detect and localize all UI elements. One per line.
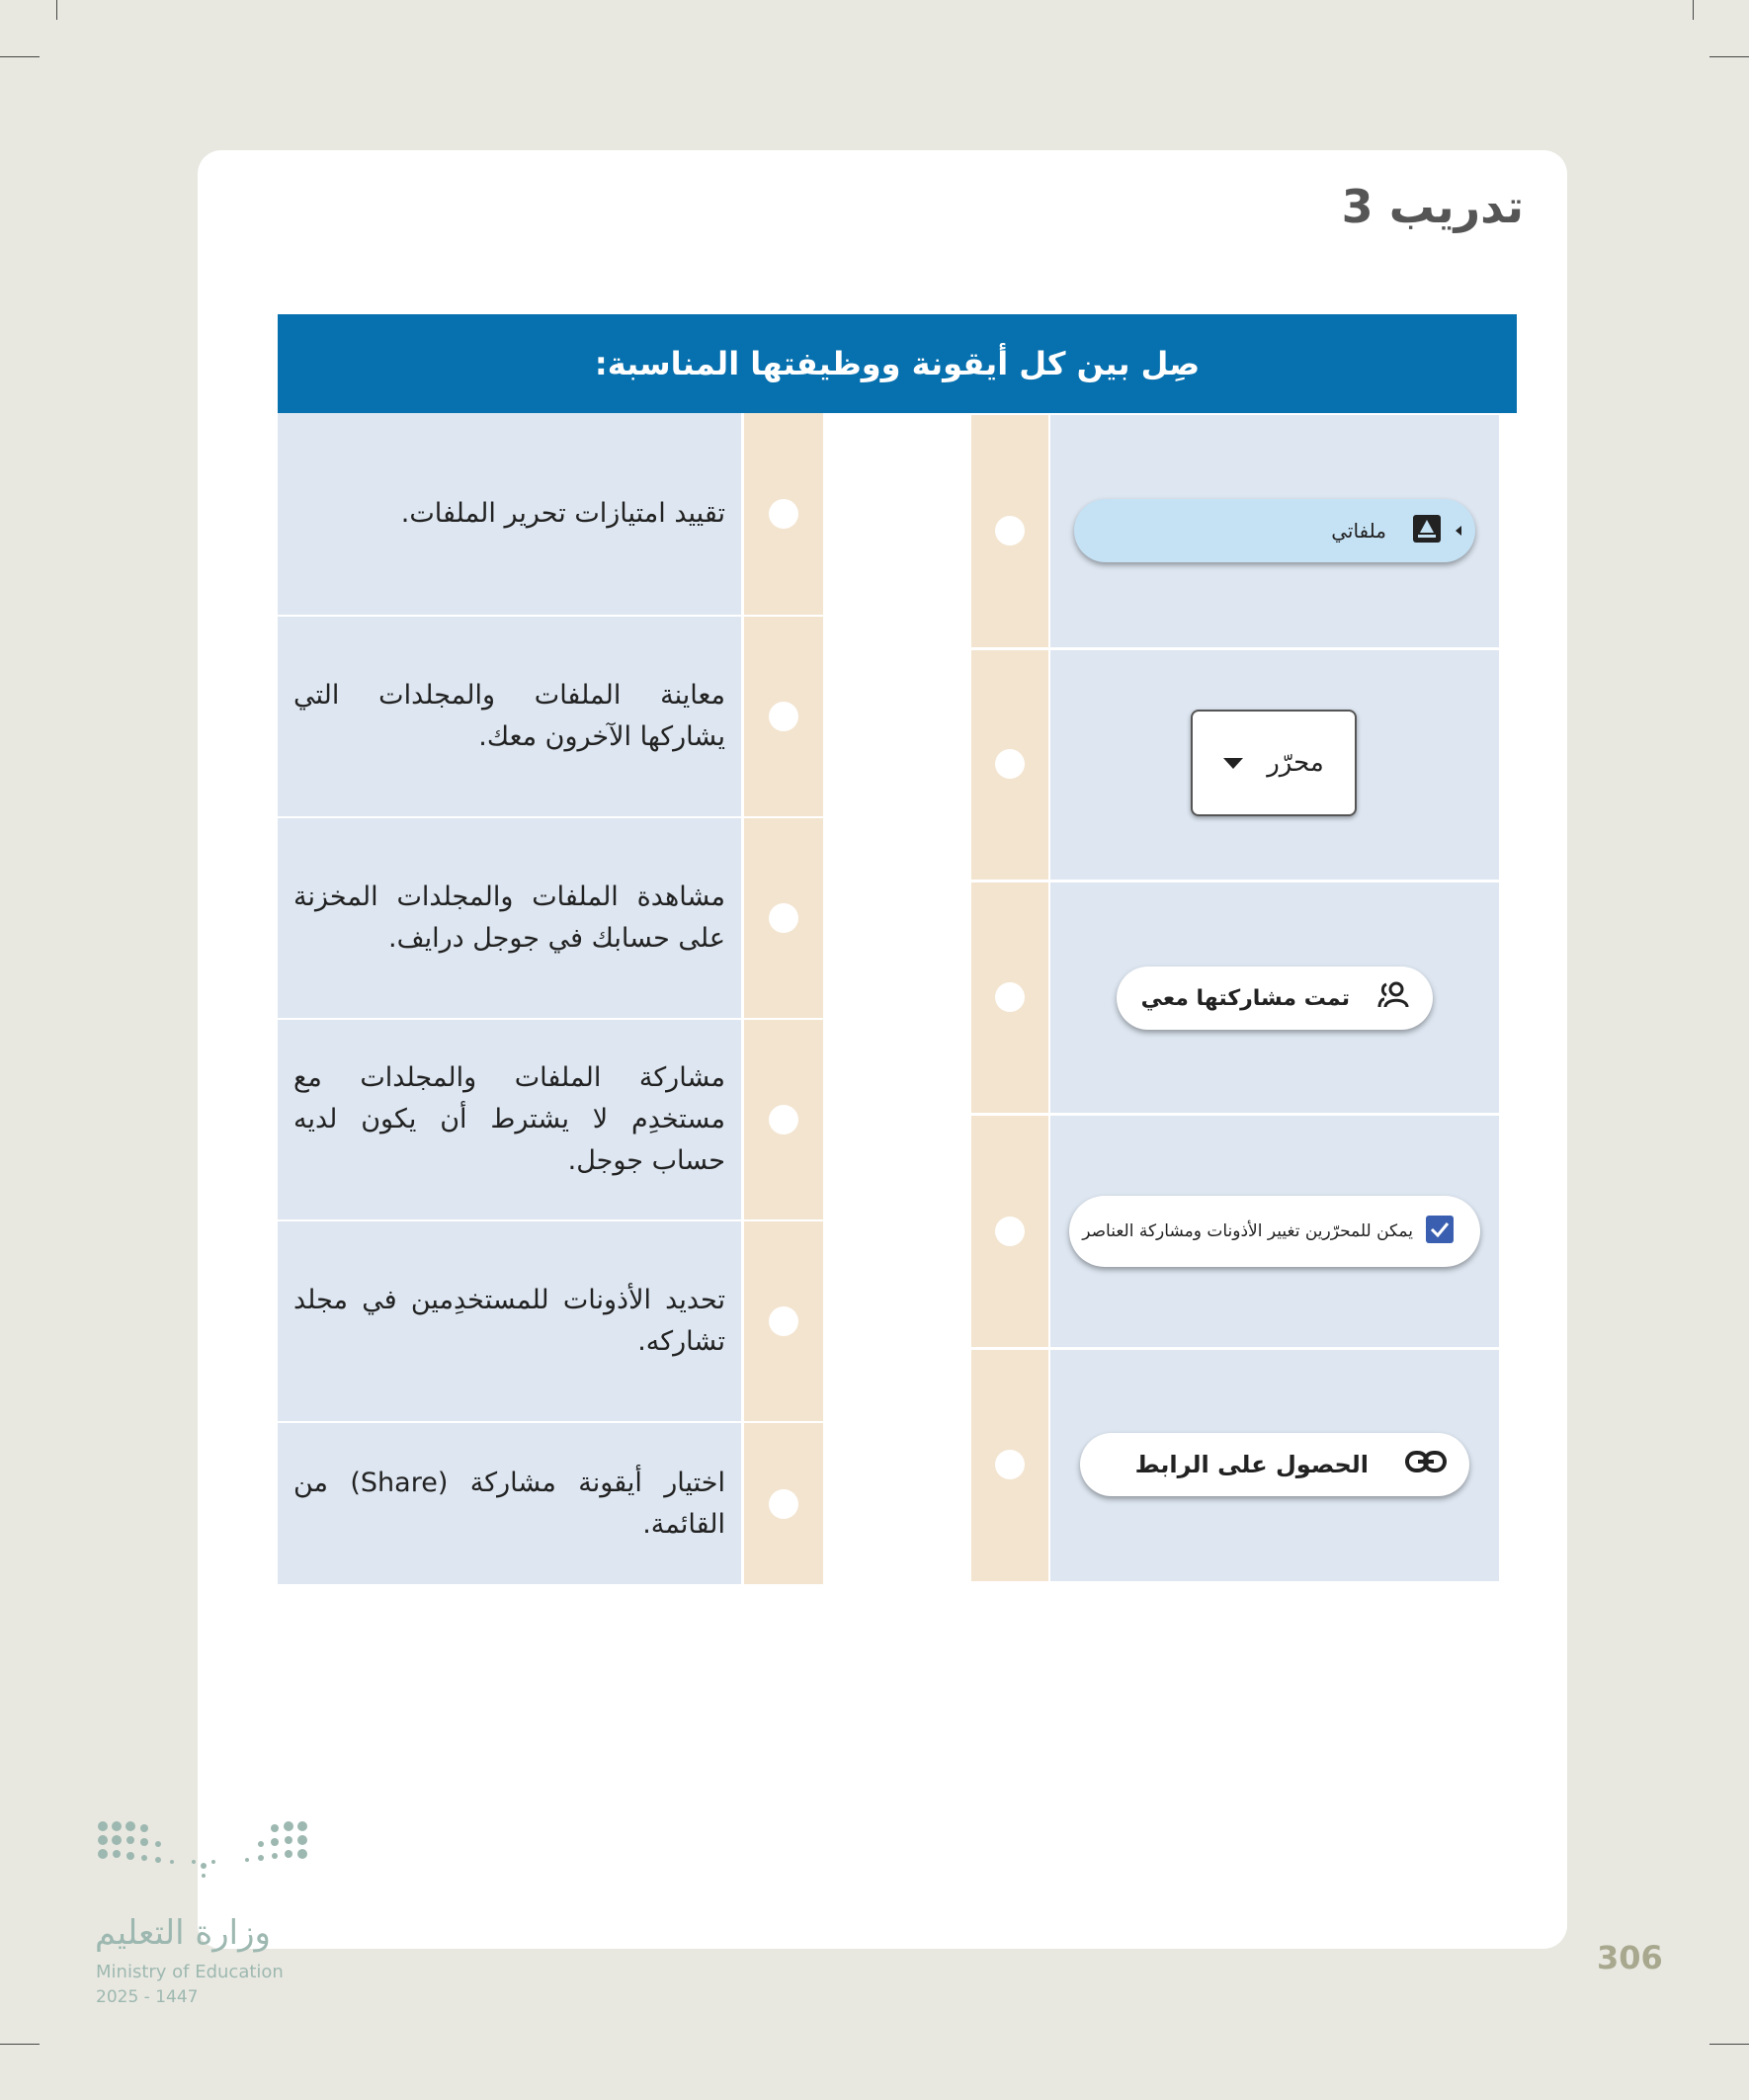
editors-permission-option[interactable] — [1069, 1196, 1480, 1267]
function-row — [278, 413, 823, 615]
chevron-left-icon — [1456, 526, 1461, 536]
crop-mark — [1709, 2044, 1749, 2045]
page-number: 306 — [1597, 1939, 1663, 1976]
match-dot[interactable] — [995, 982, 1025, 1012]
match-dot[interactable] — [995, 516, 1025, 546]
my-files-nav-item[interactable] — [1074, 499, 1475, 562]
match-dot[interactable] — [995, 1217, 1025, 1246]
row-divider — [971, 647, 1499, 650]
crop-mark — [0, 56, 40, 57]
function-text: مشاهدة الملفات والمجلدات المخزنة على حسابك في جوجل درايف. — [293, 882, 725, 954]
publication-year: 2025 - 1447 — [96, 1987, 199, 2007]
ministry-name-en: Ministry of Education — [96, 1962, 284, 1982]
role-dropdown[interactable] — [1191, 710, 1357, 816]
crop-mark — [56, 0, 57, 20]
row-divider — [971, 1113, 1499, 1116]
link-icon — [1404, 1449, 1448, 1480]
checkbox-checked-icon[interactable] — [1425, 1215, 1455, 1249]
match-dot[interactable] — [769, 702, 798, 731]
drive-icon — [1412, 514, 1442, 547]
function-text: اختيار أيقونة مشاركة (Share) من القائمة. — [293, 1467, 725, 1540]
shared-with-me-label: تمت مشاركتها معي — [1140, 985, 1350, 1011]
people-icon — [1375, 981, 1411, 1015]
get-link-label: الحصول على الرابط — [1134, 1451, 1369, 1478]
function-text: تحديد الأذونات للمستخدِمين في مجلد تشاركه. — [293, 1285, 725, 1357]
function-row — [278, 1423, 823, 1584]
function-text: تقييد امتيازات تحرير الملفات. — [400, 498, 725, 529]
caret-down-icon — [1223, 758, 1243, 769]
role-dropdown-label: محرّر — [1267, 748, 1324, 778]
get-link-button[interactable] — [1080, 1433, 1469, 1496]
crop-mark — [1693, 0, 1694, 20]
function-row — [278, 1020, 823, 1219]
function-row — [278, 617, 823, 816]
function-row — [278, 818, 823, 1018]
match-dot[interactable] — [769, 499, 798, 529]
ministry-name-ar: وزارة التعليم — [95, 1913, 271, 1953]
match-dot[interactable] — [769, 1306, 798, 1336]
function-text: مشاركة الملفات والمجلدات مع مستخدِم لا يشترط أن يكون لديه حساب جوجل. — [293, 1062, 725, 1176]
functions-column — [278, 413, 823, 1584]
match-dot[interactable] — [995, 749, 1025, 779]
function-text: معاينة الملفات والمجلدات التي يشاركها الآخرون معك. — [293, 680, 725, 752]
match-dot[interactable] — [995, 1450, 1025, 1479]
instruction-banner: صِل بين كل أيقونة ووظيفتها المناسبة: — [278, 314, 1517, 413]
crop-mark — [0, 2044, 40, 2045]
match-dot[interactable] — [769, 1489, 798, 1519]
crop-mark — [1709, 56, 1749, 57]
match-dot[interactable] — [769, 1105, 798, 1134]
shared-with-me-nav-item[interactable] — [1117, 966, 1433, 1030]
match-dot[interactable] — [769, 903, 798, 933]
my-files-label: ملفاتي — [1331, 519, 1386, 543]
function-row — [278, 1221, 823, 1421]
editors-permission-label: يمكن للمحرّرين تغيير الأذونات ومشاركة العناصر — [1082, 1221, 1413, 1241]
row-divider — [971, 880, 1499, 882]
page-title: تدريب 3 — [1341, 180, 1524, 233]
row-divider — [971, 1347, 1499, 1350]
